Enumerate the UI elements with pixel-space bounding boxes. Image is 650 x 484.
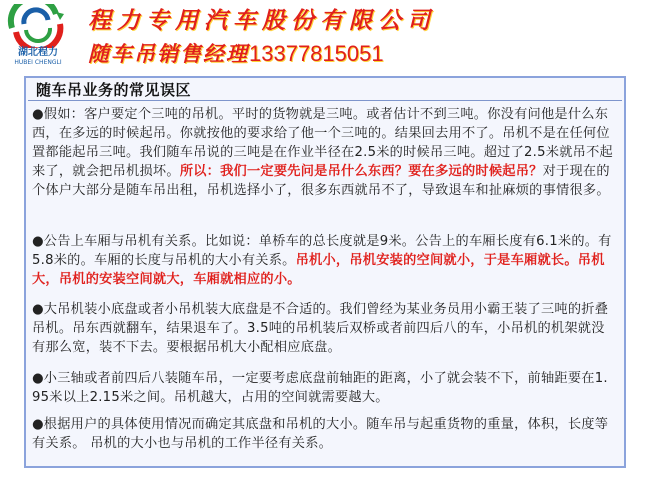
paragraph-1-text: 假如：客户要定个三吨的吊机。平时的货物就是三吨。或者估计不到三吨。你没有问他是什么东西，在多远的时候起吊。你就按他的要求给了他一个三吨的。结果回去用不了。吊机不是在任何位置都能起吊三吨。我们随车吊说的三吨是在作业半径在2.5米的时候吊三吨。超过了2.5米就吊不起来了，就会把吊机损坏。 bbox=[32, 107, 613, 179]
paragraph-2-text: 公告上车厢与吊机有关系。比如说：单桥车的总长度就是9米。公告上的车厢长度有6.1米的。有5.8米的。车厢的长度与吊机的大小有关系。 bbox=[32, 234, 612, 268]
paragraph-2 bbox=[32, 232, 616, 289]
paragraph-5 bbox=[32, 415, 616, 453]
bullet-icon: ● bbox=[32, 234, 44, 249]
page-footer bbox=[0, 470, 650, 484]
paragraph-4-text: 小三轴或者前四后八装随车吊，一定要考虑底盘前轴距的距离，小了就会装不下，前轴距要在1.95米以上2.15米之间。吊机越大，占用的空间就需要越大。 bbox=[32, 371, 608, 405]
logo-chinese-text: 湖北程力 bbox=[18, 47, 58, 58]
paragraph-1-highlight: 所以：我们一定要先问是吊什么东西？要在多远的时候起吊？ bbox=[179, 164, 543, 179]
paragraph-1-tail: 对于现在的个体户大部分是随车吊出租，吊机选择小了，很多东西就吊不了，导致退车和扯麻烦的事情很多。 bbox=[32, 164, 610, 198]
paragraph-2-highlight: 吊机小，吊机安装的空间就小，于是车厢就长。吊机大，吊机的安装空间就大，车厢就相应的小。 bbox=[32, 253, 605, 287]
bullet-icon: ● bbox=[32, 417, 44, 432]
page-header bbox=[0, 0, 650, 74]
content-panel bbox=[24, 76, 626, 468]
paragraph-1 bbox=[32, 105, 616, 200]
sales-phone: 13377815051 bbox=[249, 41, 384, 66]
chengli-logo-icon bbox=[6, 4, 70, 48]
paragraph-3-text: 大吊机装小底盘或者小吊机装大底盘是不合适的。我们曾经为某业务员用小霸王装了三吨的折叠吊机。吊东西就翻车，结果退车了。3.5吨的吊机装后双桥或者前四后八的车，小吊机的机架就没有那么宽，装不下去。要根据吊机大小配相应底盘。 bbox=[32, 302, 609, 355]
page-title: 随车吊业务的常见误区 bbox=[36, 81, 192, 99]
paragraph-5-text: 根据用户的具体使用情况而确定其底盘和吊机的大小。随车吊与起重货物的重量，体积，长度等有关系。 吊机的大小也与吊机的工作半径有关系。 bbox=[32, 417, 609, 451]
sales-line bbox=[88, 38, 384, 68]
title-divider bbox=[28, 100, 622, 101]
bullet-icon: ● bbox=[32, 371, 44, 386]
paragraph-3 bbox=[32, 300, 616, 357]
bullet-icon: ● bbox=[32, 107, 44, 122]
company-logo bbox=[6, 4, 70, 68]
logo-english-text: HUBEI CHENGLI bbox=[14, 59, 62, 66]
paragraph-4 bbox=[32, 369, 616, 407]
bullet-icon: ● bbox=[32, 302, 44, 317]
company-name: 程力专用汽车股份有限公司 bbox=[88, 7, 436, 34]
sales-title: 随车吊销售经理 bbox=[88, 41, 249, 66]
